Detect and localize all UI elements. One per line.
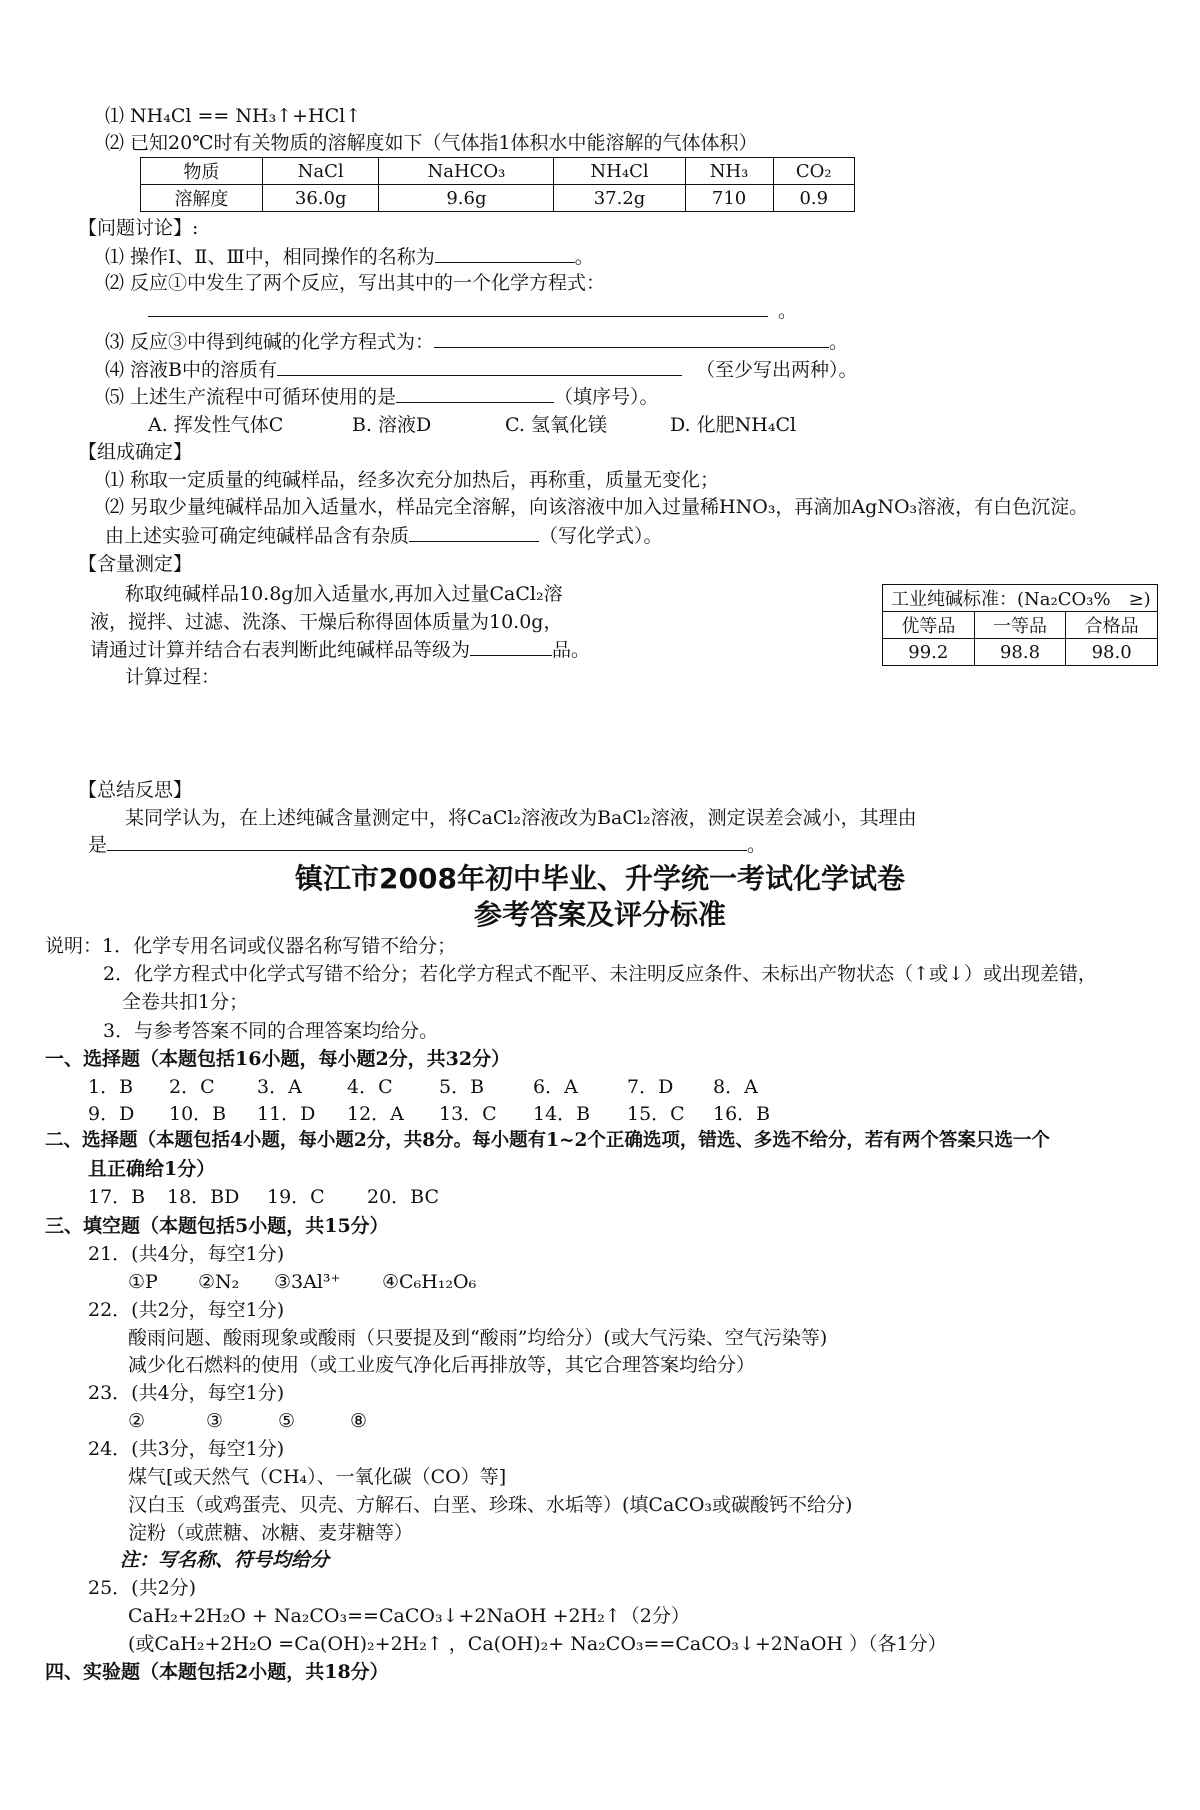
answer-item: ②N₂ [198, 1271, 240, 1293]
q22-answer-1: 酸雨问题、酸雨现象或酸雨（只要提及到“酸雨”均给分）(或大气污染、空气污染等) [128, 1327, 828, 1349]
answer-item: 16．B [713, 1103, 771, 1125]
table-cell: 优等品 [883, 612, 975, 639]
question-text: 是 [88, 834, 108, 856]
q24-note: 注：写名称、符号均给分 [120, 1549, 330, 1571]
table-caption: 工业纯碱标准：(Na₂CO₃% ≥) [883, 585, 1158, 612]
answer-blank [277, 357, 682, 376]
table-cell: NH₃ [685, 158, 773, 185]
composition-1: ⑴ 称取一定质量的纯碱样品，经多次充分加热后，再称重，质量无变化； [105, 469, 720, 491]
explanation-2: 2．化学方程式中化学式写错不给分；若化学方程式不配平、未注明反应条件、未标出产物状态（↑或↓）或出现差错， [103, 963, 1097, 985]
answer-item: ② [128, 1410, 146, 1432]
question-2: ⑵ 反应①中发生了两个反应，写出其中的一个化学方程式： [105, 272, 606, 294]
answer-item: 10．B [169, 1103, 227, 1125]
explanation-1: 说明：1．化学专用名词或仪器名称写错不给分； [45, 935, 457, 957]
answer-item: 1．B [88, 1076, 134, 1098]
answer-blank [470, 637, 552, 656]
solubility-table [140, 157, 855, 212]
question-text: 请通过计算并结合右表判断此纯碱样品等级为 [90, 639, 471, 661]
question-1 [105, 244, 594, 269]
answer-item: 15．C [627, 1103, 685, 1125]
q24-answer-3: 淀粉（或蔗糖、冰糖、麦芽糖等） [128, 1522, 414, 1544]
note-2: ⑵ 已知20℃时有关物质的溶解度如下（气体指1体积水中能溶解的气体体积） [105, 132, 758, 154]
answer-blank [148, 298, 768, 317]
answer-blank [409, 523, 539, 542]
page-title: 镇江市2008年初中毕业、升学统一考试化学试卷 [295, 862, 905, 895]
answer-blank [434, 329, 829, 348]
answer-item: 18．BD [167, 1186, 240, 1208]
content-heading: 【含量测定】 [78, 553, 193, 575]
part4-heading: 四、实验题（本题包括2小题，共18分） [45, 1661, 389, 1683]
question-end: （至少写出两种）。 [696, 359, 858, 381]
table-cell: 36.0g [262, 185, 379, 212]
answer-blank [107, 832, 747, 851]
answer-item: ④C₆H₁₂O₆ [382, 1271, 477, 1293]
q21-answers [128, 1270, 476, 1294]
question-text: ⑷ 溶液B中的溶质有 [105, 359, 278, 381]
table-row [141, 185, 855, 212]
part1-row-1 [88, 1075, 758, 1099]
answer-item: ⑧ [350, 1410, 368, 1432]
answer-item: ③3Al³⁺ [274, 1271, 341, 1293]
content-line-3 [90, 637, 590, 662]
answer-item: 19．C [267, 1186, 325, 1208]
option-c: C. 氢氧化镁 [505, 414, 607, 436]
composition-3 [105, 523, 663, 548]
table-cell: NaHCO₃ [379, 158, 554, 185]
answer-item: 13．C [439, 1103, 497, 1125]
part1-heading: 一、选择题（本题包括16小题，每小题2分，共32分） [45, 1048, 511, 1070]
table-cell: 98.0 [1066, 639, 1158, 666]
content-line-1: 称取纯碱样品10.8g加入适量水,再加入过量CaCl₂溶 [125, 583, 563, 605]
q25-heading: 25．(共2分) [88, 1577, 197, 1599]
question-end: （写化学式）。 [539, 525, 663, 547]
page-subtitle: 参考答案及评分标准 [473, 898, 726, 931]
table-cell: 溶解度 [141, 185, 263, 212]
q24-heading: 24．(共3分，每空1分) [88, 1438, 285, 1460]
question-3 [105, 329, 848, 354]
answer-item: ⑤ [278, 1410, 296, 1432]
question-text: 由上述实验可确定纯碱样品含有杂质 [105, 525, 410, 547]
question-5 [105, 384, 659, 409]
answer-item: 20．BC [367, 1186, 440, 1208]
answer-item: 14．B [533, 1103, 591, 1125]
table-row [141, 158, 855, 185]
answer-item: 4．C [347, 1076, 393, 1098]
part2-heading-2: 且正确给1分） [88, 1158, 216, 1180]
content-line-4: 计算过程： [125, 666, 221, 688]
question-end: 。 [574, 246, 594, 268]
answer-item: 12．A [347, 1103, 404, 1125]
q21-heading: 21．(共4分，每空1分) [88, 1243, 285, 1265]
part2-heading: 二、选择题（本题包括4小题，每小题2分，共8分。每小题有1~2个正确选项，错选、多选不给分，若有两个答案只选一个 [45, 1130, 1050, 1151]
answer-item: ①P [128, 1271, 158, 1293]
table-row [883, 612, 1158, 639]
question-end: （填序号）。 [554, 386, 659, 408]
answer-item: 7．D [627, 1076, 674, 1098]
question-text: ⑴ 操作Ⅰ、Ⅱ、Ⅲ中，相同操作的名称为 [105, 246, 435, 268]
part2-row [88, 1185, 439, 1209]
part1-row-2 [88, 1102, 770, 1126]
table-cell: 99.2 [883, 639, 975, 666]
answer-item: 17．B [88, 1186, 146, 1208]
explanation-3: 3．与参考答案不同的合理答案均给分。 [103, 1020, 439, 1042]
option-d: D. 化肥NH₄Cl [670, 414, 797, 436]
q24-answer-2: 汉白玉（或鸡蛋壳、贝壳、方解石、白垩、珍珠、水垢等）(填CaCO₃或碳酸钙不给分) [128, 1494, 853, 1516]
answer-item: 9．D [88, 1103, 135, 1125]
note-1: ⑴ NH₄Cl == NH₃↑+HCl↑ [105, 105, 362, 127]
reflection-line-1: 某同学认为，在上述纯碱含量测定中，将CaCl₂溶液改为BaCl₂溶液，测定误差会减小，其理由 [125, 807, 917, 829]
table-cell: 710 [685, 185, 773, 212]
table-cell: 物质 [141, 158, 263, 185]
q22-answer-2: 减少化石燃料的使用（或工业废气净化后再排放等，其它合理答案均给分） [128, 1354, 756, 1376]
composition-2: ⑵ 另取少量纯碱样品加入适量水，样品完全溶解，向该溶液中加入过量稀HNO₃，再滴加AgNO₃溶液，有白色沉淀。 [105, 496, 1089, 518]
question-end: 品。 [552, 639, 591, 661]
content-line-2: 液，搅拌、过滤、洗涤、干燥后称得固体质量为10.0g， [90, 611, 563, 633]
answer-item: 3．A [257, 1076, 302, 1098]
reflection-heading: 【总结反思】 [78, 779, 193, 801]
answer-item: 11．D [257, 1103, 316, 1125]
option-b: B. 溶液D [352, 414, 432, 436]
q24-answer-1: 煤气[或天然气（CH₄）、一氧化碳（CO）等] [128, 1466, 507, 1488]
answer-item: 8．A [713, 1076, 758, 1098]
q25-answer-1: CaH₂+2H₂O + Na₂CO₃==CaCO₃↓+2NaOH +2H₂↑（2分） [128, 1605, 690, 1627]
answer-item: 5．B [439, 1076, 485, 1098]
question-end: 。 [829, 331, 849, 353]
question-2-answer-line [148, 298, 797, 323]
option-a: A. 挥发性气体C [148, 414, 284, 436]
table-row [883, 585, 1158, 612]
question-4 [105, 357, 858, 382]
table-cell: NH₄Cl [554, 158, 685, 185]
table-row [883, 639, 1158, 666]
table-cell: 一等品 [974, 612, 1066, 639]
table-cell: 0.9 [773, 185, 854, 212]
question-text: ⑸ 上述生产流程中可循环使用的是 [105, 386, 397, 408]
table-cell: CO₂ [773, 158, 854, 185]
answer-blank [396, 384, 554, 403]
table-cell: NaCl [262, 158, 379, 185]
table-cell: 37.2g [554, 185, 685, 212]
table-cell: 98.8 [974, 639, 1066, 666]
question-end: 。 [778, 300, 798, 322]
discussion-heading: 【问题讨论】: [78, 217, 199, 239]
answer-item: 2．C [169, 1076, 215, 1098]
table-cell: 合格品 [1066, 612, 1158, 639]
answer-blank [435, 244, 575, 263]
explanation-2b: 全卷共扣1分； [122, 991, 249, 1013]
question-text: ⑶ 反应③中得到纯碱的化学方程式为： [105, 331, 435, 353]
q22-heading: 22．(共2分，每空1分) [88, 1299, 285, 1321]
answer-item: ③ [206, 1410, 224, 1432]
part3-heading: 三、填空题（本题包括5小题，共15分） [45, 1215, 389, 1237]
answer-item: 6．A [533, 1076, 578, 1098]
q23-answers [128, 1409, 367, 1433]
question-end: 。 [747, 834, 767, 856]
reflection-line-2 [88, 832, 766, 857]
q23-heading: 23．(共4分，每空1分) [88, 1382, 285, 1404]
standard-table [882, 584, 1158, 666]
q25-answer-2: (或CaH₂+2H₂O =Ca(OH)₂+2H₂↑ ，Ca(OH)₂+ Na₂CO₃==CaCO₃↓+2NaOH ）（各1分） [128, 1633, 947, 1655]
table-cell: 9.6g [379, 185, 554, 212]
composition-heading: 【组成确定】 [78, 441, 193, 463]
